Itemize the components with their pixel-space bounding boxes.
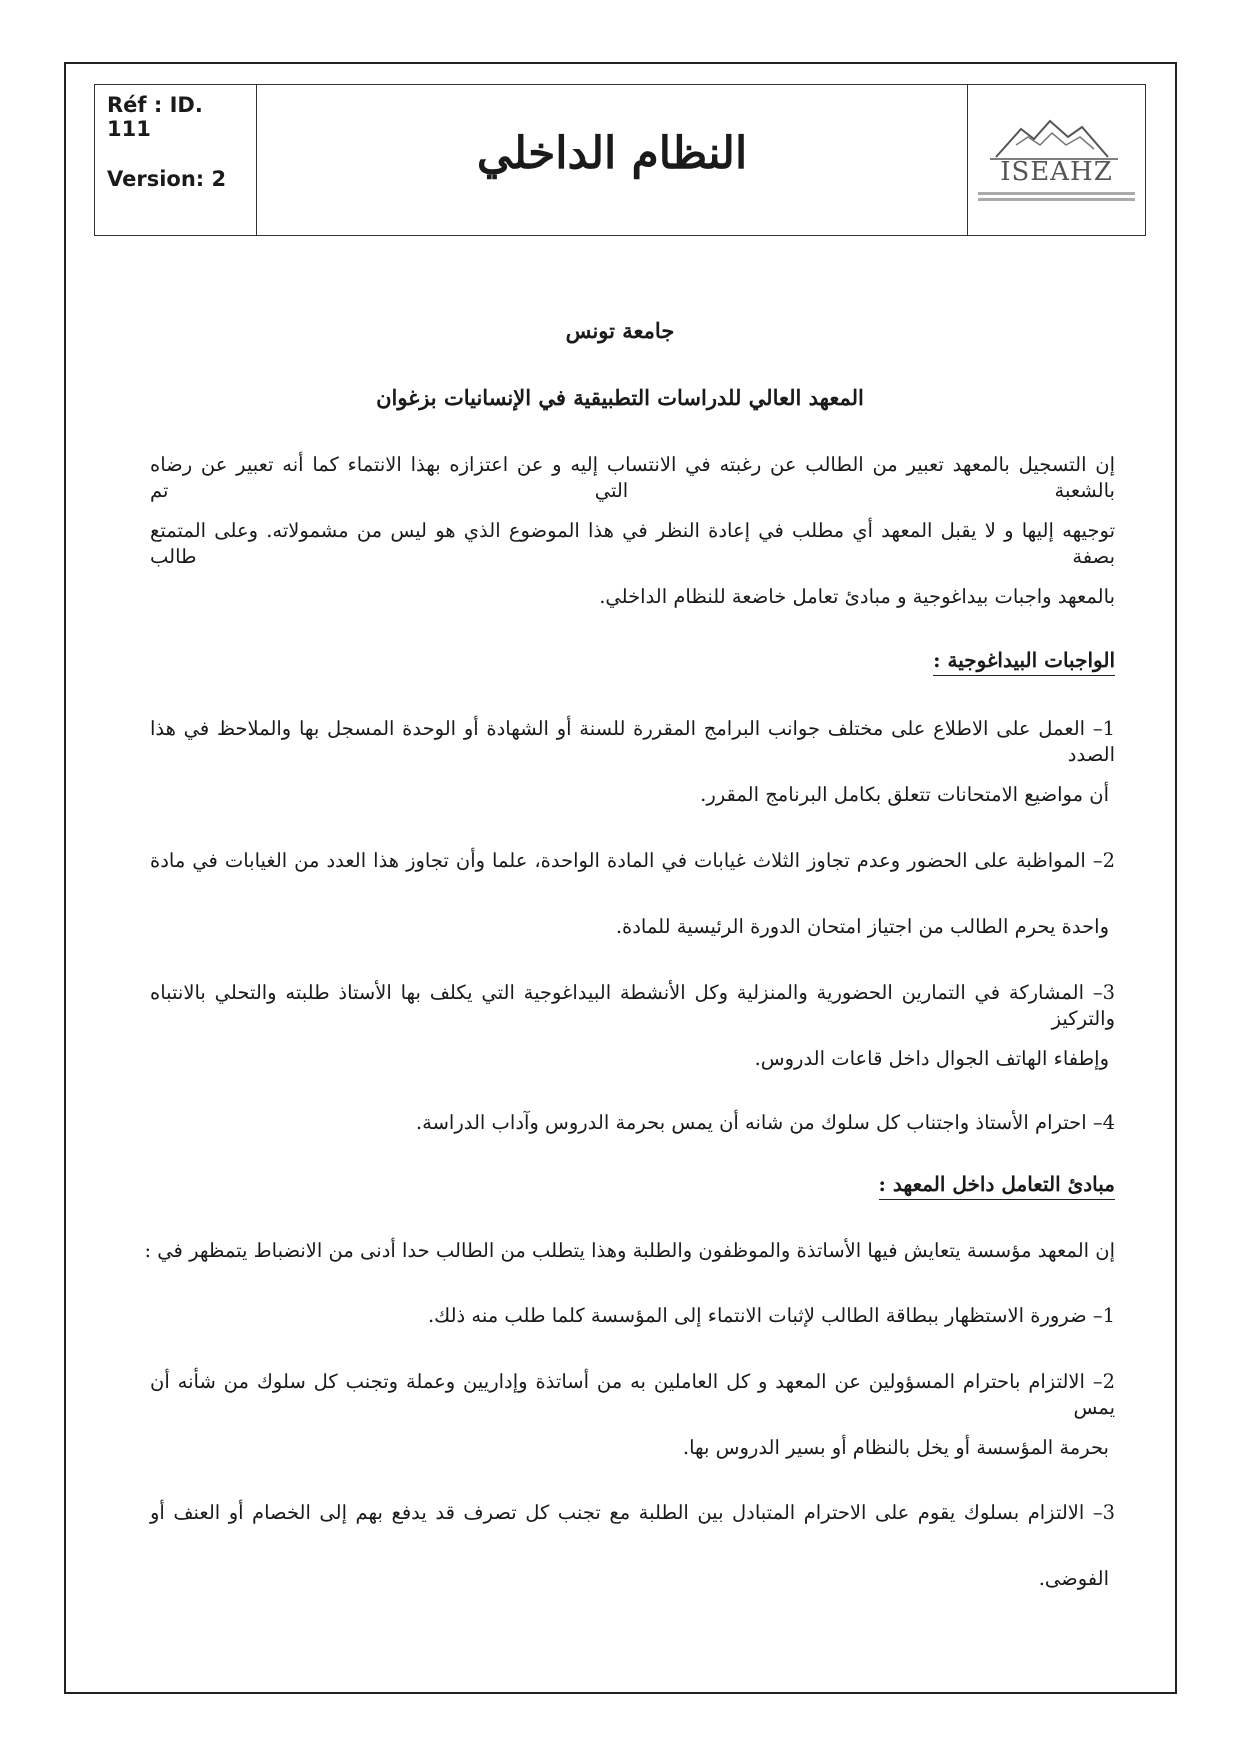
logo-text: ISEAHZ xyxy=(1000,157,1113,187)
list-item xyxy=(416,1110,1115,1136)
item-text: – العمل على الاطلاع على مختلف جوانب البرامج المقررة للسنة أو الشهادة أو الوحدة المسجل بها والملاحظ في هذا الصدد xyxy=(150,717,1115,766)
item-continuation: بحرمة المؤسسة أو يخل بالنظام أو بسير الدروس بها. xyxy=(682,1436,1109,1459)
list-item xyxy=(150,1500,1115,1526)
item-number: 4 xyxy=(1102,1111,1115,1134)
university-name: جامعة تونس xyxy=(565,318,675,343)
item-number: 3 xyxy=(1102,1501,1115,1524)
list-item xyxy=(150,848,1115,874)
item-continuation: وإطفاء الهاتف الجوال داخل قاعات الدروس. xyxy=(754,1047,1109,1070)
section-heading-pedagogical: الواجبات البيداغوجية : xyxy=(933,648,1115,676)
document-title: النظام الداخلي xyxy=(476,127,748,179)
item-number: 1 xyxy=(1102,717,1115,740)
intro-line-2: توجيهه إليها و لا يقبل المعهد أي مطلب في إعادة النظر في هذا الموضوع الذي هو ليس من مشمولاته. وعلى المتمتع بصفة طالب xyxy=(150,519,1115,568)
item-number: 2 xyxy=(1102,849,1115,872)
institute-name: المعهد العالي للدراسات التطبيقية في الإنسانيات بزغوان xyxy=(376,385,864,410)
item-number: 3 xyxy=(1102,981,1115,1004)
reference-box xyxy=(95,85,257,235)
list-item xyxy=(150,716,1115,768)
item-text: – الالتزام بسلوك يقوم على الاحترام المتبادل بين الطلبة مع تجنب كل تصرف قد يدفع بهم إلى الخصام أو العنف أو xyxy=(150,1501,1103,1524)
list-item xyxy=(150,980,1115,1032)
intro-line-3: بالمعهد واجبات بيداغوجية و مبادئ تعامل خاضعة للنظام الداخلي. xyxy=(599,585,1115,608)
intro-line-1: إن التسجيل بالمعهد تعبير من الطالب عن رغبته في الانتساب إليه و عن اعتزازه بهذا الانتماء كما أنه تعبير عن رضاه بالشعبة التي تم xyxy=(150,453,1115,502)
list-item xyxy=(428,1303,1115,1329)
item-continuation: واحدة يحرم الطالب من اجتياز امتحان الدورة الرئيسية للمادة. xyxy=(615,915,1109,938)
item-text: – احترام الأستاذ واجتناب كل سلوك من شانه أن يمس بحرمة الدروس وآداب الدراسة. xyxy=(415,1111,1103,1134)
item-text: – ضرورة الاستظهار ببطاقة الطالب لإثبات الانتماء إلى المؤسسة كلما طلب منه ذلك. xyxy=(427,1304,1103,1327)
item-text: – المواظبة على الحضور وعدم تجاوز الثلاث غيابات في المادة الواحدة، علما وأن تجاوز هذا العدد من الغيابات في مادة xyxy=(150,849,1103,872)
version-label: Version: 2 xyxy=(107,167,227,191)
item-text: – المشاركة في التمارين الحضورية والمنزلية وكل الأنشطة البيداغوجية التي يكلف بها الأستاذ طلبته والتحلي بالانتباه والتركيز xyxy=(150,981,1115,1030)
item-number: 1 xyxy=(1102,1304,1115,1327)
section-heading-conduct: مبادئ التعامل داخل المعهد : xyxy=(879,1172,1115,1200)
institute-logo xyxy=(967,85,1145,235)
item-number: 2 xyxy=(1102,1370,1115,1393)
section-intro: إن المعهد مؤسسة يتعايش فيها الأساتذة والموظفون والطلبة وهذا يتطلب من الطالب حدا أدنى من الانضباط يتمظهر في : xyxy=(144,1239,1115,1262)
reference-id: Réf : ID. 111 xyxy=(107,93,203,141)
item-continuation: الفوضى. xyxy=(1038,1567,1109,1590)
logo-subtitle xyxy=(974,189,1139,213)
item-continuation: أن مواضيع الامتحانات تتعلق بكامل البرنامج المقرر. xyxy=(700,783,1109,806)
item-text: – الالتزام باحترام المسؤولين عن المعهد و كل العاملين به من أساتذة وإداريين وعملة وتجنب كل سلوك من شأنه أن يمس xyxy=(150,1370,1115,1419)
document-header xyxy=(94,84,1146,236)
list-item xyxy=(150,1369,1115,1421)
